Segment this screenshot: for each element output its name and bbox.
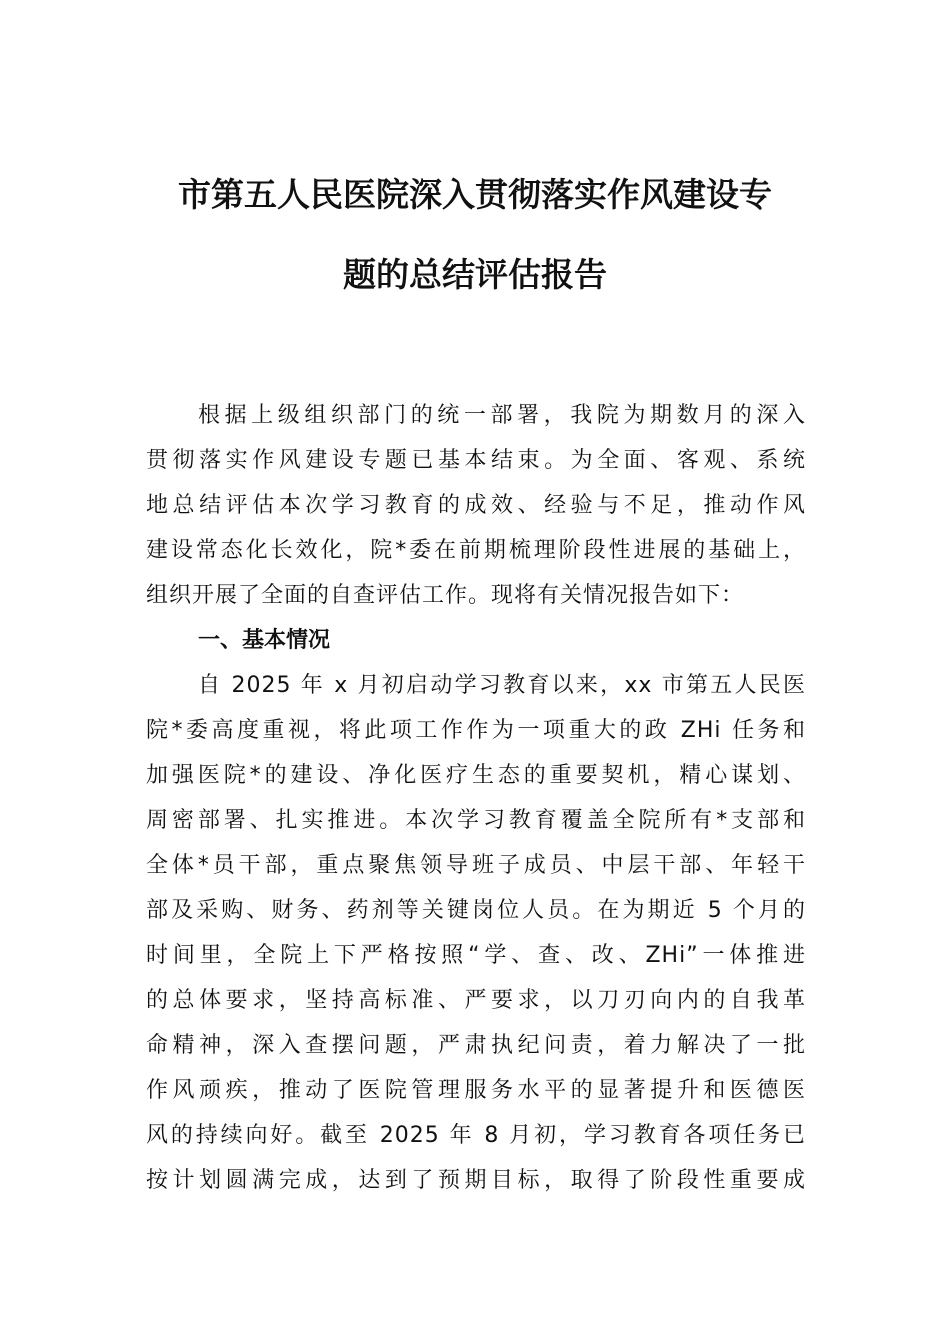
section-paragraph-line: 的总体要求，坚持高标准、严要求，以刀刃向内的自我革 [146, 988, 806, 1013]
intro-paragraph-line: 组织开展了全面的自查评估工作。现将有关情况报告如下： [146, 583, 745, 608]
section-heading: 一、基本情况 [198, 628, 331, 653]
section-paragraph-line: 时间里，全院上下严格按照“学、查、改、ZHi”一体推进 [146, 943, 806, 968]
section-paragraph-line: 加强医院*的建设、净化医疗生态的重要契机，精心谋划、 [146, 763, 806, 788]
section-paragraph-line: 风的持续向好。截至 2025 年 8 月初，学习教育各项任务已 [146, 1123, 806, 1148]
section-paragraph-line: 命精神，深入查摆问题，严肃执纪问责，着力解决了一批 [146, 1033, 806, 1058]
section-paragraph-line: 自 2025 年 x 月初启动学习教育以来，xx 市第五人民医 [198, 673, 806, 698]
document-title [140, 155, 810, 315]
intro-paragraph-line: 建设常态化长效化，院*委在前期梳理阶段性进展的基础上， [146, 538, 806, 563]
title-line-1: 市第五人民医院深入贯彻落实作风建设专 [178, 175, 772, 214]
section-paragraph-line: 部及采购、财务、药剂等关键岗位人员。在为期近 5 个月的 [146, 898, 806, 923]
title-line-2: 题的总结评估报告 [343, 255, 607, 294]
section-paragraph-line: 全体*员干部，重点聚焦领导班子成员、中层干部、年轻干 [146, 853, 806, 878]
section-paragraph-line: 周密部署、扎实推进。本次学习教育覆盖全院所有*支部和 [146, 808, 806, 833]
section-paragraph-line: 作风顽疾，推动了医院管理服务水平的显著提升和医德医 [146, 1078, 806, 1103]
intro-paragraph-line: 贯彻落实作风建设专题已基本结束。为全面、客观、系统 [146, 448, 806, 473]
document-body [146, 393, 806, 1203]
section-paragraph-line: 院*委高度重视，将此项工作作为一项重大的政 ZHi 任务和 [146, 718, 806, 743]
intro-paragraph-line: 根据上级组织部门的统一部署，我院为期数月的深入 [198, 403, 806, 428]
section-paragraph-line: 按计划圆满完成，达到了预期目标，取得了阶段性重要成 [146, 1168, 806, 1193]
intro-paragraph-line: 地总结评估本次学习教育的成效、经验与不足，推动作风 [146, 493, 806, 518]
